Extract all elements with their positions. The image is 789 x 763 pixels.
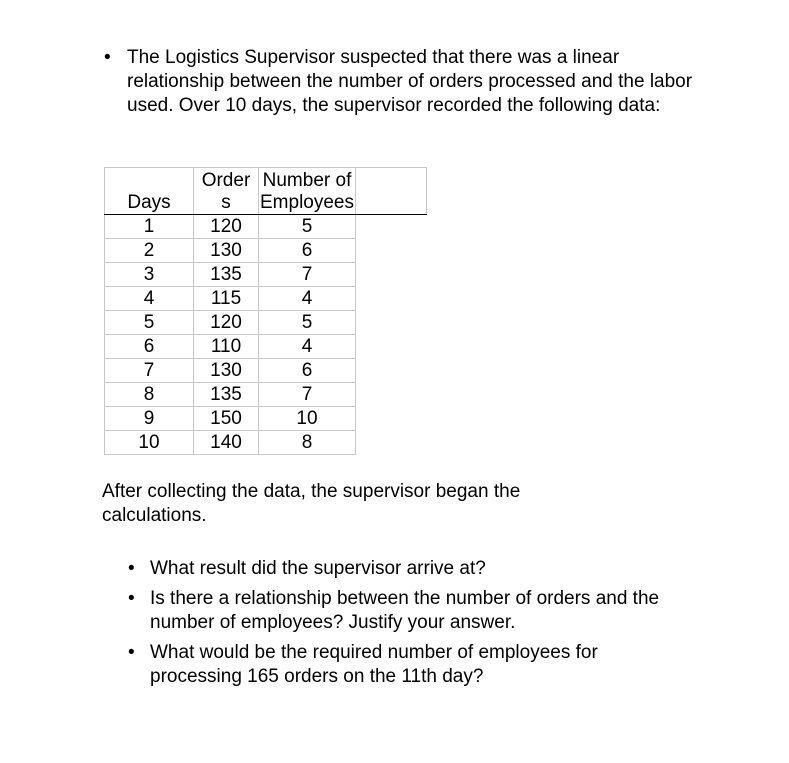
empty-cell: [356, 287, 427, 311]
table-body: [105, 215, 427, 455]
bullet-icon: •: [128, 588, 135, 609]
cell-orders: 140: [194, 431, 259, 455]
cell-day: 6: [105, 335, 194, 359]
table-header-row: [105, 168, 427, 215]
header-orders-label: Order s: [201, 170, 251, 213]
data-table: [104, 167, 427, 455]
questions-list: [128, 557, 688, 695]
cell-orders: 135: [194, 383, 259, 407]
question-text: What result did the supervisor arrive at?: [150, 558, 486, 579]
cell-day: 3: [105, 263, 194, 287]
header-employees-label: Number of Employees: [260, 170, 354, 213]
table-row: [105, 335, 427, 359]
cell-day: 8: [105, 383, 194, 407]
table-row: [105, 383, 427, 407]
cell-day: 5: [105, 311, 194, 335]
cell-employees: 8: [259, 431, 356, 455]
empty-cell: [356, 431, 427, 455]
cell-orders: 135: [194, 263, 259, 287]
header-days: Days: [105, 168, 194, 215]
cell-day: 7: [105, 359, 194, 383]
empty-cell: [356, 311, 427, 335]
question-text: Is there a relationship between the number of orders and the number of employees? Justify your answer.: [150, 588, 660, 633]
table-row: [105, 311, 427, 335]
table-row: [105, 359, 427, 383]
empty-cell: [356, 407, 427, 431]
cell-employees: 7: [259, 263, 356, 287]
header-extra-cell: [356, 168, 427, 215]
cell-orders: 130: [194, 239, 259, 263]
cell-day: 2: [105, 239, 194, 263]
table-row: [105, 263, 427, 287]
table-row: [105, 287, 427, 311]
empty-cell: [356, 335, 427, 359]
header-orders: [194, 168, 259, 215]
cell-employees: 5: [259, 215, 356, 239]
cell-day: 9: [105, 407, 194, 431]
cell-employees: 7: [259, 383, 356, 407]
question-item: [128, 641, 688, 689]
table-row: [105, 239, 427, 263]
cell-orders: 120: [194, 311, 259, 335]
empty-cell: [356, 359, 427, 383]
cell-employees: 4: [259, 287, 356, 311]
table-row: [105, 407, 427, 431]
cell-orders: 130: [194, 359, 259, 383]
question-item: [128, 587, 688, 635]
cell-day: 10: [105, 431, 194, 455]
cell-employees: 6: [259, 359, 356, 383]
intro-text: The Logistics Supervisor suspected that there was a linear relationship between the number of orders processed and the labor used. Over 10 days, the supervisor recorded the following data:: [127, 47, 693, 116]
after-paragraph: After collecting the data, the supervisor began the calculations.: [102, 481, 521, 526]
bullet-icon: •: [104, 47, 111, 68]
cell-day: 4: [105, 287, 194, 311]
empty-cell: [356, 383, 427, 407]
cell-employees: 10: [259, 407, 356, 431]
cell-employees: 5: [259, 311, 356, 335]
cell-employees: 6: [259, 239, 356, 263]
question-item: [128, 557, 688, 581]
empty-cell: [356, 263, 427, 287]
table-row: [105, 215, 427, 239]
cell-employees: 4: [259, 335, 356, 359]
cell-orders: 110: [194, 335, 259, 359]
empty-cell: [356, 239, 427, 263]
bullet-icon: •: [128, 558, 135, 579]
question-text: What would be the required number of employees for processing 165 orders on the 11th day?: [150, 642, 598, 687]
table-row: [105, 431, 427, 455]
bullet-icon: •: [128, 642, 135, 663]
cell-orders: 120: [194, 215, 259, 239]
empty-cell: [356, 215, 427, 239]
cell-orders: 115: [194, 287, 259, 311]
cell-orders: 150: [194, 407, 259, 431]
cell-day: 1: [105, 215, 194, 239]
header-employees: [259, 168, 356, 215]
